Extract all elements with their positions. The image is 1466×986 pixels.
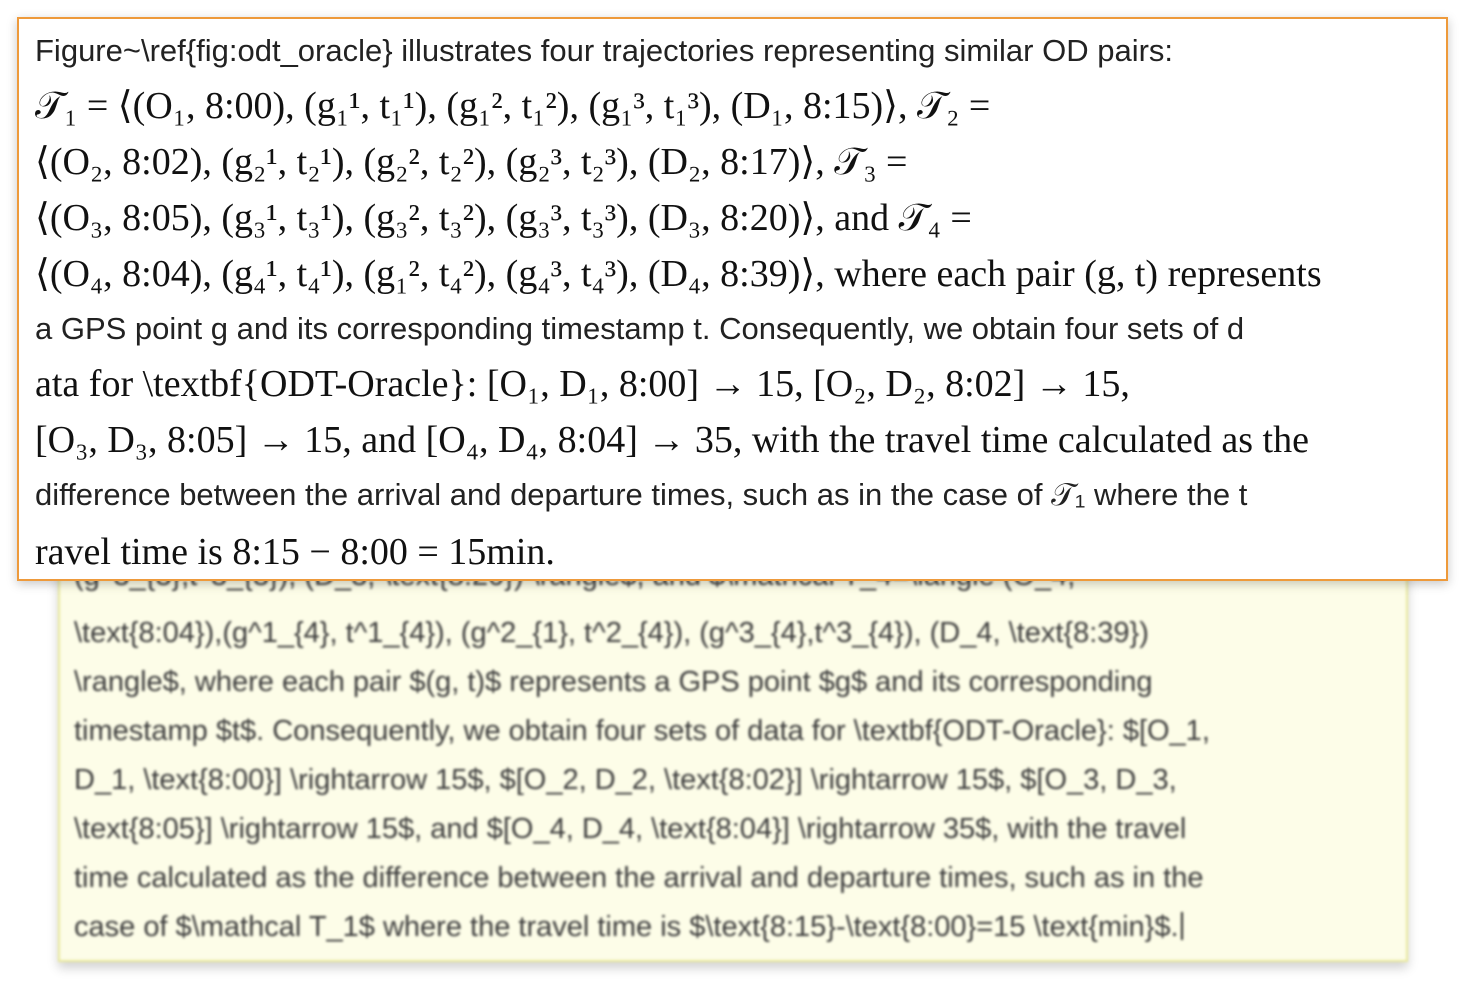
preview-line-7: ata for \textbf{ODT-Oracle}: [O₁, D₁, 8:00] → 15, [O₂, D₂, 8:02] → 15, <box>35 363 1130 405</box>
preview-line-10: ravel time is 8:15 − 8:00 = 15min. <box>35 531 555 573</box>
preview-line-8: [O₃, D₃, 8:05] → 15, and [O₄, D₄, 8:04] → 35, with the travel time calculated as the <box>35 419 1309 461</box>
source-line[interactable]: timestamp $t$. Consequently, we obtain four sets of data for \textbf{ODT-Oracle}: $[O_1, <box>74 715 1210 747</box>
preview-line-1: Figure~\ref{fig:odt_oracle} illustrates four trajectories representing similar OD pairs: <box>35 33 1174 68</box>
preview-line-9: difference between the arrival and departure times, such as in the case of 𝒯₁ where the t <box>35 477 1248 512</box>
source-line[interactable]: time calculated as the difference between the arrival and departure times, such as in the <box>74 862 1204 894</box>
math-preview-popup <box>17 17 1448 581</box>
source-line-text: case of $\mathcal T_1$ where the travel time is $\text{8:15}-\text{8:00}=15 \text{min}$. <box>74 911 1179 943</box>
source-line[interactable]: \rangle$, where each pair $(g, t)$ represents a GPS point $g$ and its corresponding <box>74 666 1153 698</box>
source-line[interactable] <box>74 911 1183 944</box>
source-line[interactable]: \text{8:04}),(g^1_{4}, t^1_{4}), (g^2_{1}, t^2_{4}), (g^3_{4},t^3_{4}), (D_4, \text{8:39}) <box>74 617 1149 649</box>
latex-source-editor[interactable] <box>58 540 1408 962</box>
preview-line-6: a GPS point g and its corresponding timestamp t. Consequently, we obtain four sets of d <box>35 311 1245 346</box>
preview-line-3: ⟨(O₂, 8:02), (g₂¹, t₂¹), (g₂², t₂²), (g₂³, t₂³), (D₂, 8:17)⟩, 𝒯₃ = <box>35 141 908 183</box>
source-line[interactable]: \text{8:05}] \rightarrow 15$, and $[O_4, D_4, \text{8:04}] \rightarrow 35$, with the travel <box>74 813 1187 845</box>
text-cursor <box>1181 912 1183 940</box>
preview-line-4: ⟨(O₃, 8:05), (g₃¹, t₃¹), (g₃², t₃²), (g₃³, t₃³), (D₃, 8:20)⟩, and 𝒯₄ = <box>35 197 972 239</box>
preview-line-2: 𝒯₁ = ⟨(O₁, 8:00), (g₁¹, t₁¹), (g₁², t₁²), (g₁³, t₁³), (D₁, 8:15)⟩, 𝒯₂ = <box>35 85 991 127</box>
source-line[interactable]: D_1, \text{8:00}] \rightarrow 15$, $[O_2, D_2, \text{8:02}] \rightarrow 15$, $[O_3, D_3, <box>74 764 1177 796</box>
preview-line-5: ⟨(O₄, 8:04), (g₄¹, t₄¹), (g₁², t₄²), (g₄³, t₄³), (D₄, 8:39)⟩, where each pair (g, t) represents <box>35 253 1322 295</box>
